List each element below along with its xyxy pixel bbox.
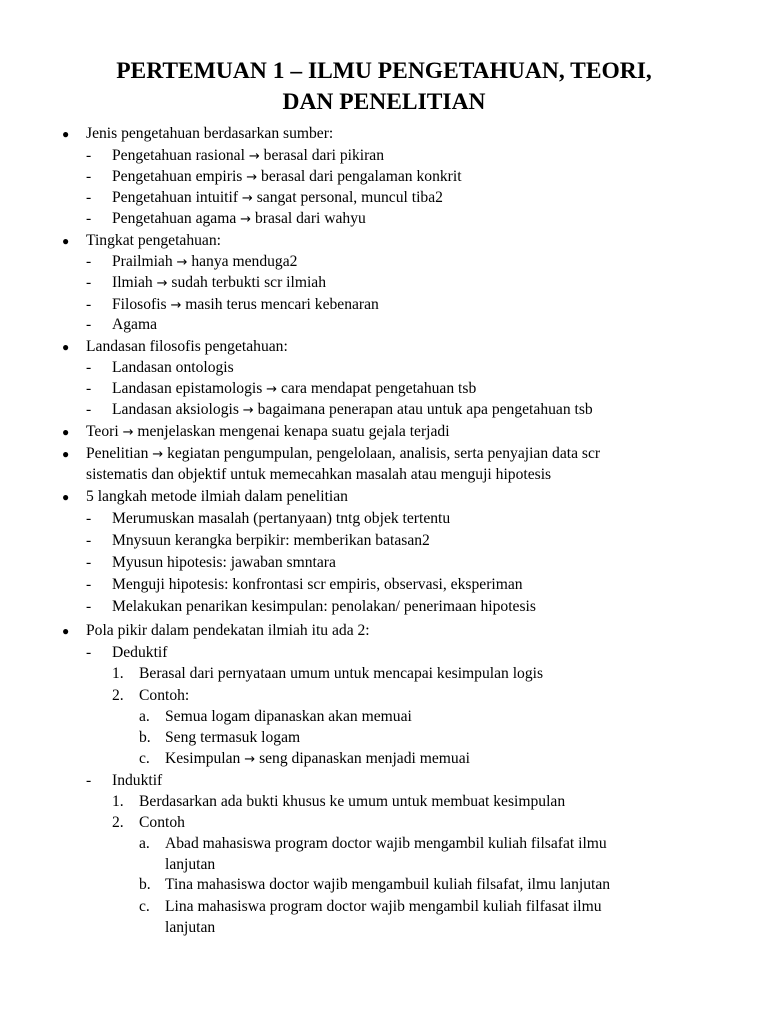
arrow-right-icon: → — [240, 212, 252, 227]
bullet-marker: ● — [62, 624, 70, 638]
list-marker: c. — [139, 750, 150, 767]
list-marker: a. — [139, 708, 150, 725]
list-item-text: Semua logam dipanaskan akan memuai — [165, 708, 412, 725]
list-item-text: Pengetahuan agama → brasal dari wahyu — [112, 210, 366, 227]
list-marker: - — [86, 253, 92, 270]
list-item-text: Pengetahuan empiris → berasal dari pengalaman konkrit — [112, 168, 462, 185]
list-item-text: Contoh: — [139, 687, 190, 704]
list-marker: - — [86, 359, 92, 376]
list-marker: - — [86, 147, 92, 164]
list-item-text: Berdasarkan ada bukti khusus ke umum untuk membuat kesimpulan — [139, 793, 566, 810]
list-item-text: Deduktif — [112, 644, 168, 661]
list-marker: - — [86, 210, 92, 227]
list-item-text: Filosofis → masih terus mencari kebenaran — [112, 296, 379, 313]
list-item-text: Tingkat pengetahuan: — [86, 232, 221, 249]
list-item-text: Landasan epistamologis → cara mendapat pengetahuan tsb — [112, 380, 477, 397]
list-item-text: Landasan filosofis pengetahuan: — [86, 338, 288, 355]
list-marker: - — [86, 380, 92, 397]
list-item-text: Seng termasuk logam — [165, 729, 301, 746]
list-item-text: Agama — [112, 316, 158, 333]
list-item-text: Tina mahasiswa doctor wajib mengambuil kuliah filsafat, ilmu lanjutan — [165, 876, 611, 893]
list-item-text: Lina mahasiswa program doctor wajib mengambil kuliah filfasat ilmu — [165, 898, 602, 915]
arrow-right-icon: → — [246, 170, 258, 185]
list-item-text: lanjutan — [165, 919, 216, 936]
arrow-right-icon: → — [152, 447, 164, 462]
list-item-text: Jenis pengetahuan berdasarkan sumber: — [86, 125, 334, 142]
list-marker: 1. — [112, 793, 124, 810]
list-item-text: Teori → menjelaskan mengenai kenapa suatu gejala terjadi — [86, 423, 450, 440]
list-marker: c. — [139, 898, 150, 915]
list-item-text: Kesimpulan → seng dipanaskan menjadi memuai — [165, 750, 470, 767]
list-item-text: Menguji hipotesis: konfrontasi scr empiris, observasi, eksperiman — [112, 576, 523, 593]
list-marker: - — [86, 772, 92, 789]
bullet-marker: ● — [62, 234, 70, 248]
list-item-text: lanjutan — [165, 856, 216, 873]
list-item-text: Ilmiah → sudah terbukti scr ilmiah — [112, 274, 327, 291]
page-title — [30, 56, 738, 118]
list-item-text: Induktif — [112, 772, 163, 789]
list-marker: - — [86, 644, 92, 661]
page-title-line-2: DAN PENELITIAN — [282, 89, 486, 115]
bullet-marker: ● — [62, 490, 70, 504]
list-item-text: Pola pikir dalam pendekatan ilmiah itu ada 2: — [86, 622, 370, 639]
page-title-line-1: PERTEMUAN 1 – ILMU PENGETAHUAN, TEORI, — [116, 58, 652, 84]
list-marker: - — [86, 189, 92, 206]
arrow-right-icon: → — [170, 298, 182, 313]
list-item-text: Pengetahuan intuitif → sangat personal, muncul tiba2 — [112, 189, 443, 206]
arrow-right-icon: → — [176, 255, 188, 270]
arrow-right-icon: → — [156, 276, 168, 291]
list-marker: 2. — [112, 687, 124, 704]
bullet-marker: ● — [62, 127, 70, 141]
list-marker: b. — [139, 729, 151, 746]
list-item-text: sistematis dan objektif untuk memecahkan masalah atau menguji hipotesis — [86, 466, 552, 483]
list-marker: - — [86, 510, 92, 527]
list-marker: b. — [139, 876, 151, 893]
arrow-right-icon: → — [266, 382, 278, 397]
list-item-text: Landasan aksiologis → bagaimana penerapan atau untuk apa pengetahuan tsb — [112, 401, 593, 418]
list-item-text: Myusun hipotesis: jawaban smntara — [112, 554, 336, 571]
bullet-marker: ● — [62, 447, 70, 461]
list-marker: - — [86, 576, 92, 593]
bullet-marker: ● — [62, 340, 70, 354]
list-marker: 1. — [112, 665, 124, 682]
list-marker: - — [86, 274, 92, 291]
list-item-text: Pengetahuan rasional → berasal dari pikiran — [112, 147, 385, 164]
list-marker: - — [86, 316, 92, 333]
list-item-text: Landasan ontologis — [112, 359, 234, 376]
list-marker: - — [86, 296, 92, 313]
list-item-text: Berasal dari pernyataan umum untuk mencapai kesimpulan logis — [139, 665, 544, 682]
arrow-right-icon: → — [244, 752, 256, 767]
list-item-text: Merumuskan masalah (pertanyaan) tntg objek tertentu — [112, 510, 451, 527]
list-item-text: Abad mahasiswa program doctor wajib mengambil kuliah filsafat ilmu — [165, 835, 607, 852]
list-item-text: Prailmiah → hanya menduga2 — [112, 253, 298, 270]
list-marker: - — [86, 532, 92, 549]
arrow-right-icon: → — [241, 191, 253, 206]
list-item-text: Penelitian → kegiatan pengumpulan, pengelolaan, analisis, serta penyajian data scr — [86, 445, 601, 462]
list-item-text: Contoh — [139, 814, 185, 831]
arrow-right-icon: → — [242, 403, 254, 418]
bullet-marker: ● — [62, 425, 70, 439]
list-marker: a. — [139, 835, 150, 852]
arrow-right-icon: → — [122, 425, 134, 440]
list-item-text: 5 langkah metode ilmiah dalam penelitian — [86, 488, 348, 505]
list-marker: - — [86, 598, 92, 615]
arrow-right-icon: → — [248, 149, 260, 164]
list-marker: 2. — [112, 814, 124, 831]
list-marker: - — [86, 168, 92, 185]
list-item-text: Mnysuun kerangka berpikir: memberikan batasan2 — [112, 532, 430, 549]
list-item-text: Melakukan penarikan kesimpulan: penolakan/ penerimaan hipotesis — [112, 598, 536, 615]
list-marker: - — [86, 401, 92, 418]
list-marker: - — [86, 554, 92, 571]
